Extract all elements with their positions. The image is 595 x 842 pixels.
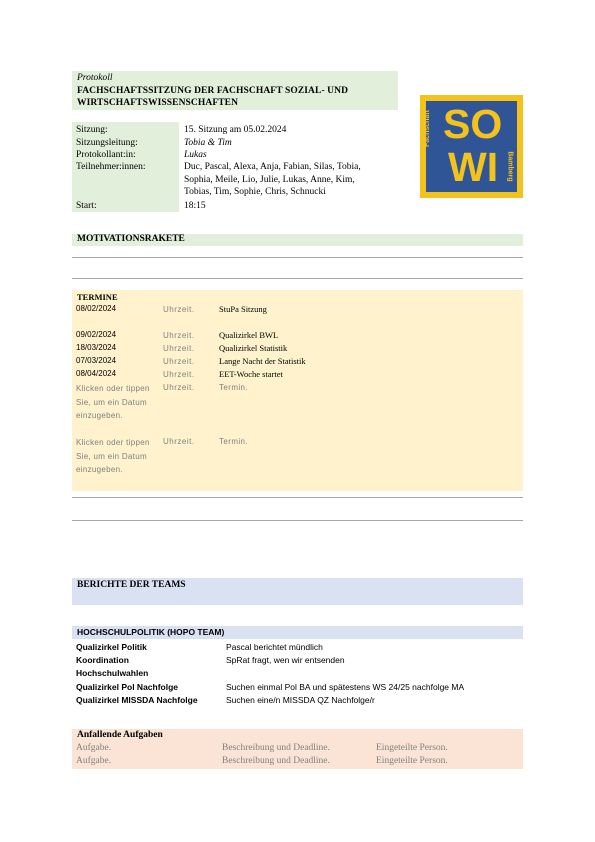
divider	[72, 520, 523, 521]
logo-text-bottom: WI	[448, 144, 499, 190]
document-kind: Protokoll	[77, 73, 113, 83]
logo-side-right: Bamberg	[506, 151, 514, 182]
hopo-row-label: Qualizirkel Politik	[76, 642, 147, 652]
document-title	[77, 85, 348, 109]
termin-placeholder[interactable]: Termin.	[219, 437, 249, 446]
date-picker-placeholder[interactable]: Klicken oder tippen Sie, um ein Datum einzugeben.	[76, 438, 150, 474]
motivation-title: MOTIVATIONSRAKETE	[77, 234, 185, 244]
teilnehmer-line: Tobias, Tim, Sophie, Chris, Schnucki	[184, 187, 326, 197]
protocol-header	[72, 71, 398, 110]
termin-time[interactable]: Uhrzeit.	[163, 331, 195, 340]
aufgabe-person[interactable]: Eingeteilte Person.	[376, 756, 448, 766]
termin-date[interactable]: 08/02/2024	[76, 304, 117, 313]
title-line-1: FACHSCHAFTSSITZUNG DER FACHSCHAFT SOZIAL- UND	[77, 86, 349, 96]
hopo-row-label: Koordination	[76, 655, 129, 665]
time-placeholder[interactable]: Uhrzeit.	[163, 437, 195, 446]
termine-title: TERMINE	[77, 292, 118, 302]
motivation-section-header	[72, 234, 523, 246]
termin-desc[interactable]: StuPa Sitzung	[219, 304, 267, 314]
hopo-row-value[interactable]: SpRat fragt, wen wir entsenden	[226, 655, 345, 665]
termin-date[interactable]: 08/04/2024	[76, 369, 117, 378]
logo-side-left: Fachschaft	[423, 110, 431, 147]
aufgabe-task[interactable]: Aufgabe.	[76, 743, 112, 753]
termin-desc[interactable]: Qualizirkel BWL	[219, 330, 279, 340]
sowi-logo	[420, 95, 523, 198]
date-picker-placeholder[interactable]: Klicken oder tippen Sie, um ein Datum einzugeben.	[76, 384, 150, 420]
aufgabe-desc[interactable]: Beschreibung und Deadline.	[222, 743, 330, 753]
title-line-2: WIRTSCHAFTSWISSENSCHAFTEN	[77, 98, 239, 108]
hopo-row-label: Hochschulwahlen	[76, 668, 149, 678]
termin-time[interactable]: Uhrzeit.	[163, 370, 195, 379]
logo-inner	[423, 101, 517, 192]
start-label: Start:	[76, 201, 97, 211]
berichte-title: BERICHTE DER TEAMS	[77, 580, 186, 590]
termin-time[interactable]: Uhrzeit.	[163, 344, 195, 353]
berichte-section-header	[72, 578, 523, 605]
termin-desc[interactable]: EET-Woche startet	[219, 369, 283, 379]
teilnehmer-line: Duc, Pascal, Alexa, Anja, Fabian, Silas, Tobia,	[184, 162, 361, 172]
protokollant-value[interactable]: Lukas	[184, 150, 207, 160]
time-placeholder[interactable]: Uhrzeit.	[163, 383, 195, 392]
hopo-row-label: Qualizirkel Pol Nachfolge	[76, 682, 179, 692]
divider	[72, 257, 523, 258]
termin-desc[interactable]: Qualizirkel Statistik	[219, 343, 288, 353]
termin-placeholder[interactable]: Termin.	[219, 383, 249, 392]
hopo-row-value[interactable]: Suchen einmal Pol BA und spätestens WS 24/25 nachfolge MA	[226, 682, 465, 692]
aufgabe-person[interactable]: Eingeteilte Person.	[376, 743, 448, 753]
termin-desc[interactable]: Lange Nacht der Statistik	[219, 356, 306, 366]
teilnehmer-value[interactable]	[184, 161, 404, 199]
sitzung-label: Sitzung:	[76, 125, 108, 135]
hopo-title: HOCHSCHULPOLITIK (HOPO TEAM)	[77, 627, 225, 637]
divider	[72, 497, 523, 498]
hopo-row-value[interactable]: Suchen eine/n MISSDA QZ Nachfolge/r	[226, 695, 375, 705]
aufgabe-task[interactable]: Aufgabe.	[76, 756, 112, 766]
termin-date[interactable]: 07/03/2024	[76, 356, 117, 365]
teilnehmer-line: Sophia, Meile, Lio, Julie, Lukas, Anne, Kim,	[184, 174, 355, 185]
hopo-row-label: Qualizirkel MISSDA Nachfolge	[76, 695, 198, 705]
aufgabe-desc[interactable]: Beschreibung und Deadline.	[222, 756, 330, 766]
teilnehmer-label: Teilnehmer:innen:	[76, 162, 146, 172]
leitung-value[interactable]: Tobia & Tim	[184, 138, 232, 148]
start-value[interactable]: 18:15	[184, 201, 206, 211]
logo-text-top: SO	[443, 101, 503, 147]
leitung-label: Sitzungsleitung:	[76, 138, 138, 148]
hopo-header	[72, 626, 523, 639]
divider	[72, 278, 523, 279]
termin-date[interactable]: 18/03/2024	[76, 343, 117, 352]
protokollant-label: Protokollant:in:	[76, 150, 136, 160]
aufgaben-title: Anfallende Aufgaben	[77, 730, 163, 740]
hopo-row-value[interactable]: Pascal berichtet mündlich	[226, 642, 323, 652]
sitzung-value[interactable]: 15. Sitzung am 05.02.2024	[184, 125, 287, 135]
termin-time[interactable]: Uhrzeit.	[163, 357, 195, 366]
termin-date[interactable]: 09/02/2024	[76, 330, 117, 339]
termin-time[interactable]: Uhrzeit.	[163, 305, 195, 314]
